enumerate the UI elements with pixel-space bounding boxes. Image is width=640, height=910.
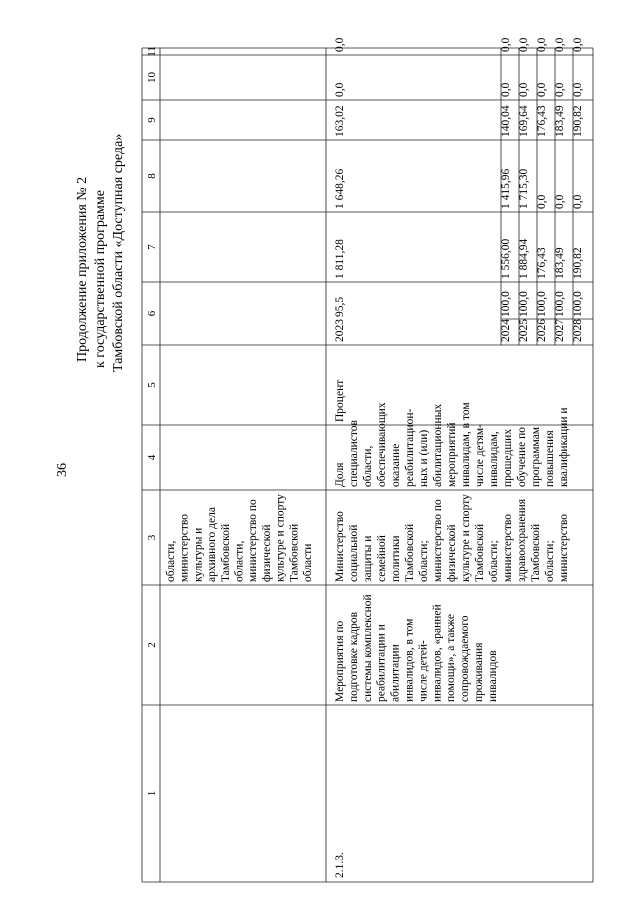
measure-name-line: подготовке кадров bbox=[347, 611, 360, 702]
target-value: 100,0 bbox=[536, 291, 548, 317]
extrabudget-funding: 0,0 bbox=[536, 37, 548, 52]
header-line-1: Продолжение приложения № 2 bbox=[75, 176, 90, 362]
prev-row-executor-line: министерство по bbox=[247, 499, 260, 582]
target-value: 100,0 bbox=[572, 291, 584, 317]
executor-line: политики bbox=[390, 535, 402, 582]
local-funding: 0,0 bbox=[572, 82, 584, 97]
year-label: 2028 bbox=[572, 319, 584, 342]
target-value: 100,0 bbox=[500, 291, 512, 317]
federal-funding: 1 715,30 bbox=[518, 168, 530, 209]
indicator-line: числе детям- bbox=[474, 424, 486, 487]
total-funding: 1 884,94 bbox=[518, 238, 530, 279]
indicator-line: обучение по bbox=[516, 427, 528, 487]
prev-row-executor-line: области, bbox=[233, 540, 246, 582]
executor-line: социальной bbox=[348, 524, 360, 582]
target-value: 100,0 bbox=[554, 291, 566, 317]
regional-funding: 140,04 bbox=[500, 105, 512, 137]
prev-row-executor-line: области, bbox=[165, 540, 177, 582]
measure-name-line: помощи», а также bbox=[445, 614, 458, 702]
executor-line: семейной bbox=[376, 535, 388, 582]
column-number: 4 bbox=[146, 454, 158, 461]
federal-funding: 0,0 bbox=[572, 194, 584, 209]
column-number: 9 bbox=[146, 117, 158, 123]
target-value: 95,5 bbox=[334, 296, 346, 317]
federal-funding: 0,0 bbox=[554, 194, 566, 209]
prev-row-executor-line: Тамбовской bbox=[219, 523, 232, 582]
total-funding: 176,43 bbox=[536, 247, 548, 279]
extrabudget-funding: 0,0 bbox=[334, 37, 346, 52]
executor-line: Министерство bbox=[334, 511, 346, 582]
measure-name-line: числе детей- bbox=[417, 640, 430, 702]
indicator-line: реабилитацион- bbox=[404, 408, 416, 487]
total-funding: 183,49 bbox=[554, 247, 566, 279]
local-funding: 0,0 bbox=[500, 82, 512, 97]
prev-row-executor-line: культуре и спорту bbox=[274, 494, 287, 582]
executor-line: области; bbox=[418, 540, 430, 582]
local-funding: 0,0 bbox=[554, 82, 566, 97]
total-funding: 1 811,28 bbox=[334, 239, 346, 279]
measure-name-line: сопровождаемого bbox=[459, 615, 472, 702]
executor-line: физической bbox=[446, 524, 458, 582]
header-line-2: к государственной программе bbox=[93, 190, 108, 368]
indicator-line: обеспечивающих bbox=[376, 402, 388, 487]
indicator-line: инвалидам, bbox=[488, 431, 500, 487]
federal-funding: 1 648,26 bbox=[334, 168, 346, 209]
prev-row-executor-line: архивного дела bbox=[206, 507, 219, 582]
regional-funding: 163,02 bbox=[334, 105, 346, 137]
measure-name-line: инвалидов, в том bbox=[403, 618, 416, 702]
row-number: 2.1.3. bbox=[334, 852, 346, 878]
indicator-line: программам bbox=[530, 426, 542, 487]
extrabudget-funding: 0,0 bbox=[500, 37, 512, 52]
column-number: 2 bbox=[146, 642, 158, 648]
local-funding: 0,0 bbox=[536, 82, 548, 97]
measure-name-line: инвалидов bbox=[486, 650, 499, 702]
column-number: 1 bbox=[146, 790, 158, 797]
year-label: 2027 bbox=[554, 319, 566, 342]
regional-funding: 176,43 bbox=[536, 105, 548, 137]
executor-line: Тамбовской bbox=[474, 523, 486, 582]
column-number: 11 bbox=[146, 46, 158, 57]
executor-line: министерство bbox=[502, 514, 514, 582]
measure-name-line: Мероприятия по bbox=[334, 620, 346, 702]
year-label: 2026 bbox=[536, 319, 548, 342]
indicator-line: Доля bbox=[334, 462, 346, 487]
prev-row-executor-line: области bbox=[302, 543, 314, 582]
prev-row-executor-line: министерство bbox=[178, 514, 191, 582]
year-label: 2023 bbox=[334, 319, 346, 342]
extrabudget-funding: 0,0 bbox=[572, 37, 584, 52]
header-line-3: Тамбовской области «Доступная среда» bbox=[111, 133, 126, 372]
column-number: 7 bbox=[146, 244, 158, 250]
indicator-line: прошедших bbox=[502, 428, 514, 487]
local-funding: 0,0 bbox=[334, 82, 346, 97]
prev-row-executor-line: Тамбовской bbox=[288, 523, 301, 582]
executor-line: Тамбовской bbox=[530, 523, 542, 582]
column-number: 3 bbox=[146, 534, 158, 541]
local-funding: 0,0 bbox=[518, 82, 530, 97]
prev-row-executor-line: культуры и bbox=[192, 527, 205, 582]
extrabudget-funding: 0,0 bbox=[554, 37, 566, 52]
measure-name-line: инвалидов, «ранней bbox=[431, 604, 444, 702]
indicator-line: оказание bbox=[390, 443, 402, 487]
indicator-line: абилитационных bbox=[432, 403, 444, 487]
federal-funding: 0,0 bbox=[536, 194, 548, 209]
indicator-line: специалистов bbox=[348, 420, 360, 487]
column-number: 5 bbox=[146, 382, 158, 388]
prev-row-executor-line: физической bbox=[260, 524, 273, 582]
regional-funding: 183,49 bbox=[554, 105, 566, 137]
indicator-line: инвалидам, в том bbox=[460, 402, 472, 487]
year-label: 2025 bbox=[518, 319, 530, 342]
extrabudget-funding: 0,0 bbox=[518, 37, 530, 52]
indicator-line: ных и (или) bbox=[418, 429, 430, 487]
regional-funding: 190,82 bbox=[572, 105, 584, 137]
unit-value: Процент bbox=[334, 379, 346, 422]
column-number: 8 bbox=[146, 173, 158, 179]
total-funding: 190,82 bbox=[572, 247, 584, 279]
indicator-line: мероприятий bbox=[446, 422, 458, 487]
indicator-line: области, bbox=[362, 445, 374, 487]
measure-name-line: системы комплексной bbox=[361, 594, 374, 702]
year-label: 2024 bbox=[500, 319, 512, 342]
column-number: 10 bbox=[146, 72, 158, 83]
measure-name-line: абилитации bbox=[389, 644, 402, 702]
federal-funding: 1 415,96 bbox=[500, 168, 512, 209]
page-number: 36 bbox=[55, 463, 70, 477]
target-value: 100,0 bbox=[518, 291, 530, 317]
executor-line: министерство по bbox=[432, 499, 444, 582]
executor-line: культуре и спорту bbox=[460, 494, 472, 582]
measure-name-line: проживания bbox=[473, 642, 485, 702]
executor-line: министерство bbox=[558, 514, 570, 582]
total-funding: 1 556,00 bbox=[500, 238, 512, 279]
measure-name-line: реабилитации и bbox=[375, 624, 388, 702]
column-number: 6 bbox=[146, 310, 158, 317]
executor-line: здравоохранения bbox=[516, 498, 528, 582]
executor-line: Тамбовской bbox=[404, 523, 416, 582]
regional-funding: 169,64 bbox=[518, 105, 530, 137]
executor-line: области; bbox=[488, 540, 500, 582]
indicator-line: повышения bbox=[544, 430, 556, 487]
executor-line: области; bbox=[544, 540, 556, 582]
indicator-line: квалификации и bbox=[558, 407, 570, 487]
executor-line: защиты и bbox=[362, 535, 374, 582]
